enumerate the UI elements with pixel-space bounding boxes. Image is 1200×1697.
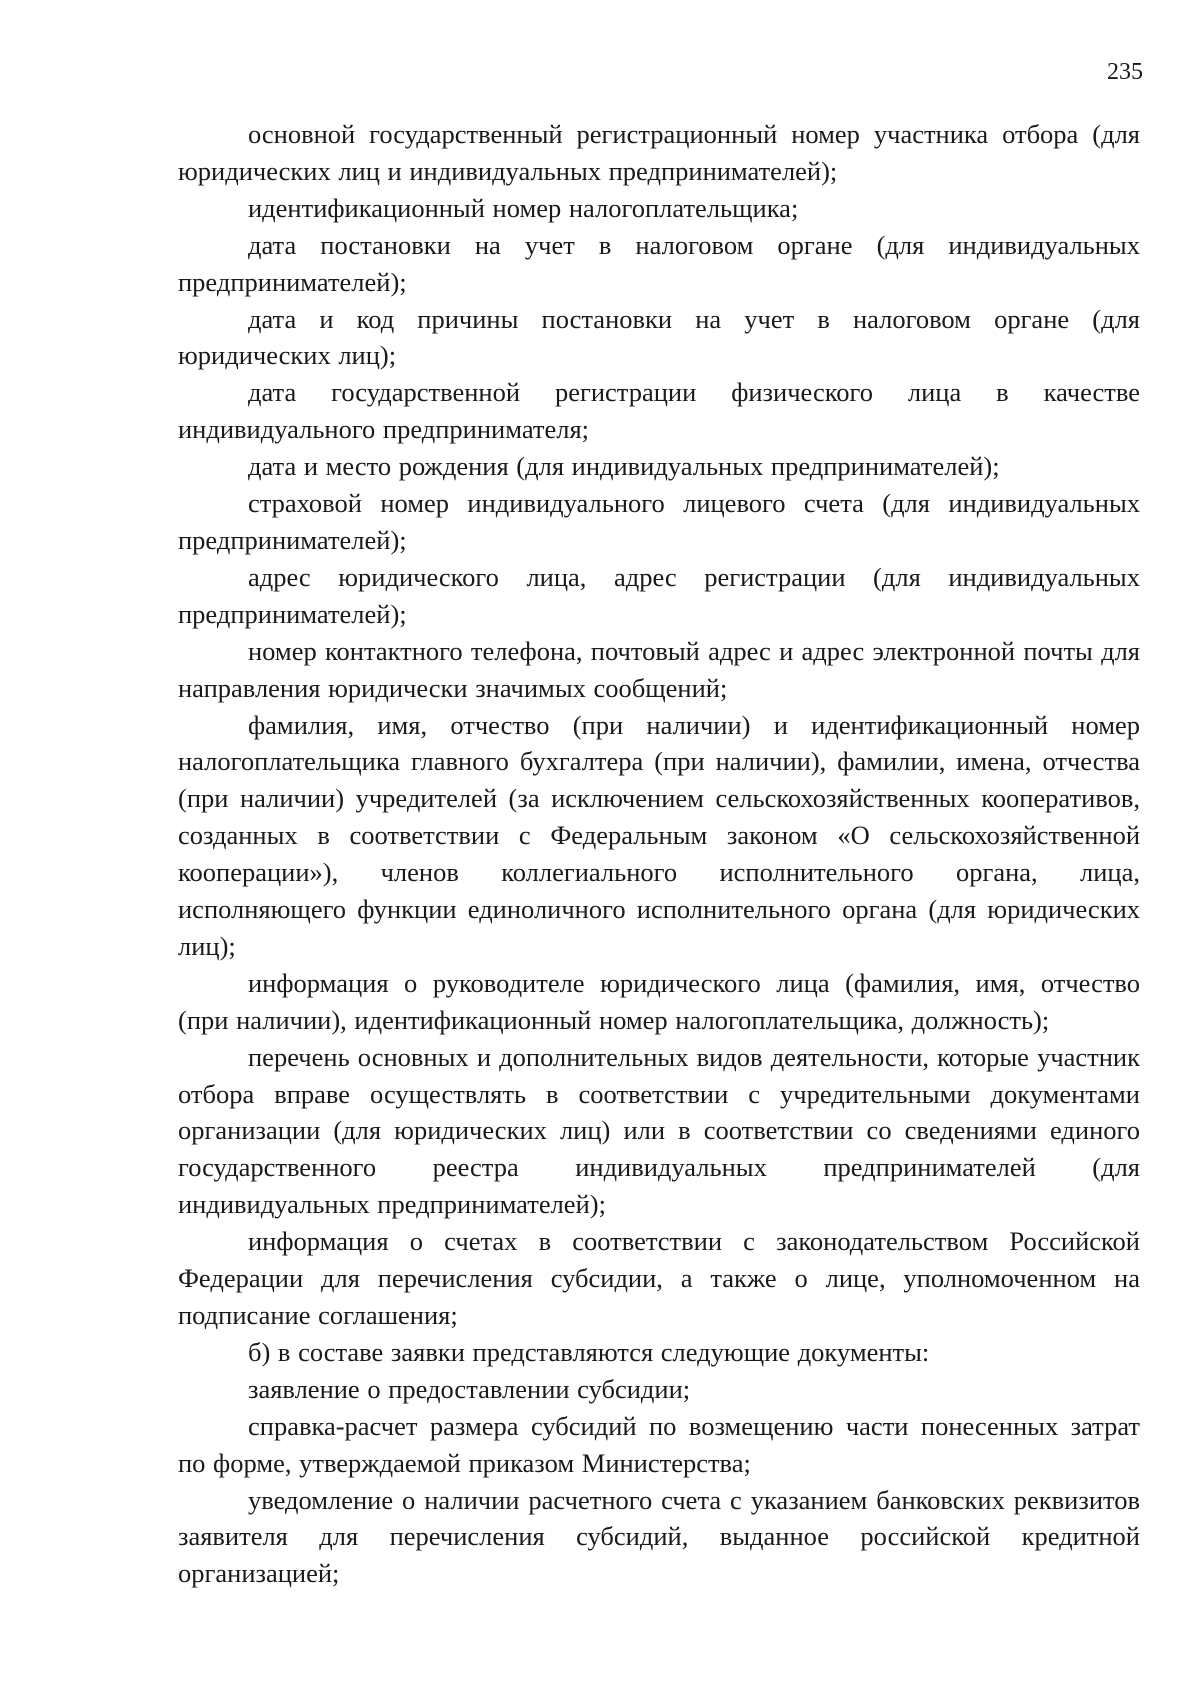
paragraph-activities: перечень основных и дополнительных видов деятельности, которые участник отбора вправе осуществлять в соответствии с учредительными документами организации (для юридических лиц) или в соответствии со сведениями единого государственного реестра индивидуальных предпринимателей (для индивидуальных предпринимателей); — [178, 1041, 1140, 1220]
paragraph-director-info: информация о руководителе юридического лица (фамилия, имя, отчество (при наличии), идентификационный номер налогоплательщика, должность); — [178, 967, 1140, 1035]
paragraph-inn: идентификационный номер налогоплательщика; — [248, 192, 799, 223]
paragraph-ip-registration-date: дата государственной регистрации физического лица в качестве индивидуального предпринимателя; — [178, 377, 1140, 445]
paragraph-accountant-founders: фамилия, имя, отчество (при наличии) и идентификационный номер налогоплательщика главного бухгалтера (при наличии), фамилии, имена, отчества (при наличии) учредителей (за исключением сельскохозяйственных кооперативов, созданных в соответствии с Федеральным законом «О сельскохозяйственной кооперации»), членов коллегиального исполнительного органа, лица, исполняющего функции единоличного исполнительного органа (для юридических лиц); — [178, 709, 1140, 961]
paragraph-kpp: дата и код причины постановки на учет в налоговом органе (для юридических лиц); — [178, 303, 1140, 371]
paragraph-address: адрес юридического лица, адрес регистрации (для индивидуальных предпринимателей); — [178, 561, 1140, 629]
paragraph-application: заявление о предоставлении субсидии; — [248, 1373, 691, 1404]
paragraph-ogrn: основной государственный регистрационный номер участника отбора (для юридических лиц и индивидуальных предпринимателей); — [178, 119, 1140, 186]
page-number: 235 — [1107, 59, 1143, 85]
paragraph-tax-registration-date: дата постановки на учет в налоговом органе (для индивидуальных предпринимателей); — [178, 229, 1140, 297]
paragraph-documents-heading: б) в составе заявки представляются следующие документы: — [248, 1336, 930, 1367]
document-body — [178, 116, 1140, 1592]
paragraph-accounts-info: информация о счетах в соответствии с законодательством Российской Федерации для перечисления субсидии, а также о лице, уполномоченном на подписание соглашения; — [178, 1226, 1140, 1330]
paragraph-bank-notice: уведомление о наличии расчетного счета с указанием банковских реквизитов заявителя для перечисления субсидий, выданное российской кредитной организацией; — [178, 1484, 1140, 1589]
paragraph-calculation-certificate: справка-расчет размера субсидий по возмещению части понесенных затрат по форме, утверждаемой приказом Министерства; — [178, 1410, 1140, 1478]
paragraph-contacts: номер контактного телефона, почтовый адрес и адрес электронной почты для направления юридически значимых сообщений; — [178, 635, 1140, 703]
paragraph-snils: страховой номер индивидуального лицевого счета (для индивидуальных предпринимателей); — [178, 488, 1140, 555]
paragraph-birth-date-place: дата и место рождения (для индивидуальных предпринимателей); — [248, 451, 1000, 482]
